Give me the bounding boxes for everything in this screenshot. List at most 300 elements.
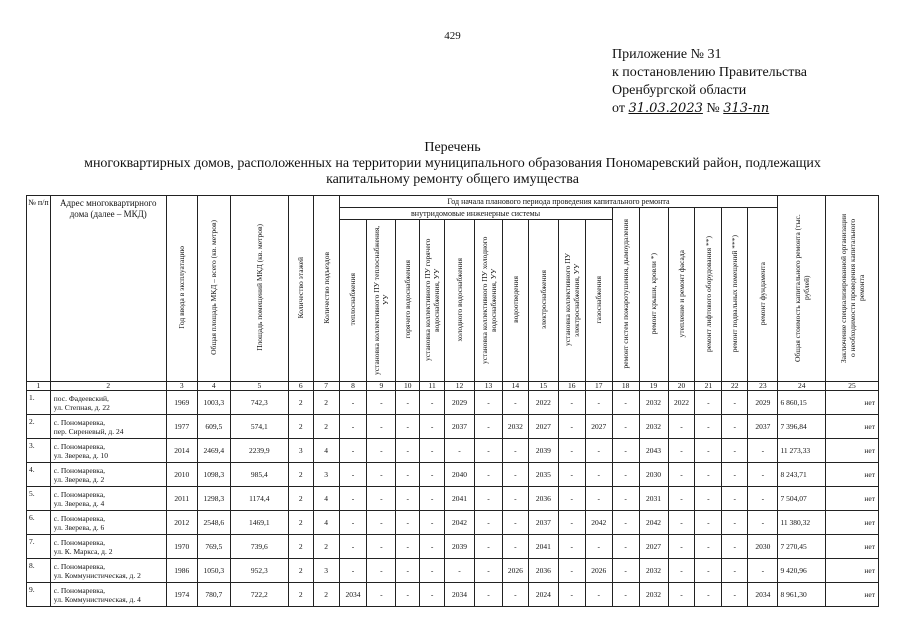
- address-line: ул. Зверева, д. 4: [53, 498, 105, 508]
- cell-c23: 2037: [748, 415, 778, 439]
- cell-c10: -: [396, 583, 420, 607]
- table-row: [27, 415, 879, 439]
- header-c9: установка коллективного ПУ теплоснабжения, УУ: [367, 220, 396, 382]
- cell-ent: 2: [313, 391, 339, 415]
- cell-c9: -: [367, 391, 396, 415]
- cell-floors: 2: [288, 487, 313, 511]
- cell-cost: 11 273,33: [778, 439, 826, 463]
- header-year-built: Год ввода в эксплуатацию: [166, 196, 197, 382]
- cell-year: 2012: [166, 511, 197, 535]
- address-line: ул. Степная, д. 22: [53, 402, 110, 412]
- cell-total: 1003,3: [197, 391, 230, 415]
- cell-c9: -: [367, 511, 396, 535]
- cell-prem: 574,1: [230, 415, 288, 439]
- cell-total: 1298,3: [197, 487, 230, 511]
- table-row: [27, 463, 879, 487]
- cell-c14: 2026: [502, 559, 528, 583]
- cell-c20: -: [668, 439, 695, 463]
- cell-c12: 2029: [445, 391, 475, 415]
- address-line: с. Пономаревка,: [53, 561, 106, 571]
- cell-c19: 2042: [639, 511, 668, 535]
- cell-c11: -: [420, 511, 445, 535]
- address-line: с. Пономаревка,: [53, 441, 106, 451]
- cell-conc: нет: [826, 391, 879, 415]
- cell-c9: -: [367, 559, 396, 583]
- cell-c18: -: [612, 415, 639, 439]
- cell-c15: 2027: [528, 415, 558, 439]
- cell-floors: 2: [288, 559, 313, 583]
- cell-c11: -: [420, 415, 445, 439]
- cell-c21: -: [695, 487, 722, 511]
- cell-floors: 2: [288, 391, 313, 415]
- cell-c17: -: [585, 463, 612, 487]
- cell-c14: 2032: [502, 415, 528, 439]
- cell-prem: 2239,9: [230, 439, 288, 463]
- header-floors: Количество этажей: [288, 196, 313, 382]
- cell-c9: -: [367, 583, 396, 607]
- cell-c16: -: [558, 439, 585, 463]
- appendix-date-line: [612, 100, 807, 118]
- cell-c13: -: [475, 487, 503, 511]
- cell-c18: -: [612, 391, 639, 415]
- column-number: 15: [528, 382, 558, 391]
- cell-c10: -: [396, 415, 420, 439]
- cell-c15: 2041: [528, 535, 558, 559]
- cell-c18: -: [612, 463, 639, 487]
- cell-c11: -: [420, 439, 445, 463]
- column-number: 19: [639, 382, 668, 391]
- cell-c16: -: [558, 511, 585, 535]
- cell-cost: 11 380,32: [778, 511, 826, 535]
- header-c14: водоотведения: [502, 220, 528, 382]
- cell-no: 5.: [27, 487, 51, 511]
- cell-c11: -: [420, 559, 445, 583]
- address-line: с. Пономаревка,: [53, 513, 106, 523]
- cell-c8: 2034: [339, 583, 367, 607]
- cell-ent: 2: [313, 415, 339, 439]
- cell-conc: нет: [826, 583, 879, 607]
- cell-c18: -: [612, 487, 639, 511]
- column-number: 8: [339, 382, 367, 391]
- cell-cost: 9 420,96: [778, 559, 826, 583]
- cell-c14: -: [502, 439, 528, 463]
- cell-c16: -: [558, 583, 585, 607]
- cell-c8: -: [339, 487, 367, 511]
- cell-conc: нет: [826, 535, 879, 559]
- cell-c12: 2039: [445, 535, 475, 559]
- table-row: [27, 559, 879, 583]
- cell-c19: 2030: [639, 463, 668, 487]
- cell-total: 780,7: [197, 583, 230, 607]
- cell-c8: -: [339, 559, 367, 583]
- cell-c11: -: [420, 391, 445, 415]
- cell-c11: -: [420, 535, 445, 559]
- cell-c14: -: [502, 391, 528, 415]
- cell-c12: 2034: [445, 583, 475, 607]
- cell-c21: -: [695, 583, 722, 607]
- cell-c9: -: [367, 415, 396, 439]
- cell-c17: 2026: [585, 559, 612, 583]
- header-c21: ремонт лифтового оборудования **): [695, 208, 722, 382]
- table-row: [27, 511, 879, 535]
- cell-c22: -: [722, 415, 748, 439]
- address-line: с. Пономаревка,: [53, 465, 106, 475]
- cell-c20: -: [668, 583, 695, 607]
- address-line: пос. Фадеевский,: [53, 393, 109, 403]
- header-c8: теплоснабжения: [339, 220, 367, 382]
- cell-cost: 6 860,15: [778, 391, 826, 415]
- header-total-area: Общая площадь МКД – всего (кв. метров): [197, 196, 230, 382]
- header-internal-systems: внутридомовые инженерные системы: [339, 208, 612, 220]
- cell-c17: -: [585, 391, 612, 415]
- cell-c17: 2027: [585, 415, 612, 439]
- appendix-line-2: к постановлению Правительства: [612, 65, 808, 80]
- address-line: ул. Коммунистическая, д. 2: [53, 570, 141, 580]
- cell-no: 2.: [27, 415, 51, 439]
- cell-prem: 952,3: [230, 559, 288, 583]
- cell-c23: -: [748, 487, 778, 511]
- cell-total: 769,5: [197, 535, 230, 559]
- cell-no: 3.: [27, 439, 51, 463]
- cell-c17: -: [585, 487, 612, 511]
- cell-c19: 2032: [639, 391, 668, 415]
- cell-c9: -: [367, 487, 396, 511]
- column-number: 16: [558, 382, 585, 391]
- cell-c21: -: [695, 415, 722, 439]
- cell-cost: 8 243,71: [778, 463, 826, 487]
- cell-year: 2010: [166, 463, 197, 487]
- cell-c13: -: [475, 583, 503, 607]
- column-number: 9: [367, 382, 396, 391]
- cell-no: 4.: [27, 463, 51, 487]
- cell-cost: 7 504,07: [778, 487, 826, 511]
- table-row: [27, 487, 879, 511]
- cell-total: 1050,3: [197, 559, 230, 583]
- cell-c8: -: [339, 535, 367, 559]
- cell-no: 9.: [27, 583, 51, 607]
- column-number: 2: [50, 382, 166, 391]
- cell-total: 1098,3: [197, 463, 230, 487]
- cell-c8: -: [339, 463, 367, 487]
- column-number: 20: [668, 382, 695, 391]
- cell-c12: -: [445, 559, 475, 583]
- cell-c12: 2040: [445, 463, 475, 487]
- cell-c19: 2043: [639, 439, 668, 463]
- cell-c8: -: [339, 439, 367, 463]
- cell-c20: -: [668, 463, 695, 487]
- cell-no: 7.: [27, 535, 51, 559]
- cell-c19: 2032: [639, 583, 668, 607]
- column-number: 22: [722, 382, 748, 391]
- header-total-cost: Общая стоимость капитального ремонта (тыс. рублей): [778, 196, 826, 382]
- table-row: [27, 391, 879, 415]
- cell-c16: -: [558, 535, 585, 559]
- cell-ent: 4: [313, 487, 339, 511]
- cell-c23: -: [748, 559, 778, 583]
- cell-address: [50, 463, 166, 487]
- column-number: 1: [27, 382, 51, 391]
- cell-c14: -: [502, 511, 528, 535]
- cell-c20: -: [668, 559, 695, 583]
- header-c12: холодного водоснабжения: [445, 220, 475, 382]
- column-number: 4: [197, 382, 230, 391]
- cell-c20: -: [668, 511, 695, 535]
- title-line-2: многоквартирных домов, расположенных на территории муниципального образования Пономаревский район, подлежащих: [84, 156, 821, 171]
- cell-c15: 2036: [528, 559, 558, 583]
- header-premises-area: Площадь помещений МКД (кв. метров): [230, 196, 288, 382]
- cell-c19: 2027: [639, 535, 668, 559]
- address-line: ул. Коммунистическая, д. 4: [53, 594, 141, 604]
- cell-c10: -: [396, 463, 420, 487]
- address-line: с. Пономаревка,: [53, 489, 106, 499]
- cell-total: 609,5: [197, 415, 230, 439]
- column-number: 3: [166, 382, 197, 391]
- cell-year: 1969: [166, 391, 197, 415]
- cell-year: 1977: [166, 415, 197, 439]
- cell-ent: 2: [313, 535, 339, 559]
- cell-c11: -: [420, 487, 445, 511]
- number-label: №: [706, 101, 720, 116]
- header-address: Адрес многоквартирного дома (далее – МКД): [50, 196, 166, 382]
- header-c13: установка коллективного ПУ холодного водоснабжения, УУ: [475, 220, 503, 382]
- cell-ent: 4: [313, 511, 339, 535]
- cell-year: 1970: [166, 535, 197, 559]
- header-c20: утепление и ремонт фасада: [668, 208, 695, 382]
- address-line: ул. Зверева, д. 2: [53, 474, 105, 484]
- cell-prem: 1174,4: [230, 487, 288, 511]
- header-conclusion: Заключение специализированной организации о необходимости проведения капитального ремонта: [826, 196, 879, 382]
- column-number-row: [27, 382, 879, 391]
- cell-conc: нет: [826, 559, 879, 583]
- cell-c15: 2022: [528, 391, 558, 415]
- cell-address: [50, 391, 166, 415]
- cell-no: 8.: [27, 559, 51, 583]
- cell-address: [50, 415, 166, 439]
- title-line-1: Перечень: [424, 140, 481, 155]
- cell-total: 2548,6: [197, 511, 230, 535]
- cell-prem: 722,2: [230, 583, 288, 607]
- column-number: 23: [748, 382, 778, 391]
- column-number: 7: [313, 382, 339, 391]
- cell-c12: 2037: [445, 415, 475, 439]
- cell-c14: -: [502, 487, 528, 511]
- cell-c16: -: [558, 415, 585, 439]
- cell-floors: 2: [288, 415, 313, 439]
- address-line: ул. Зверева, д. 10: [53, 450, 108, 460]
- cell-floors: 2: [288, 583, 313, 607]
- cell-c18: -: [612, 535, 639, 559]
- cell-conc: нет: [826, 463, 879, 487]
- cell-c17: 2042: [585, 511, 612, 535]
- column-number: 12: [445, 382, 475, 391]
- cell-c19: 2032: [639, 415, 668, 439]
- cell-c13: -: [475, 415, 503, 439]
- cell-year: 2014: [166, 439, 197, 463]
- cell-c20: -: [668, 415, 695, 439]
- cell-c16: -: [558, 463, 585, 487]
- cell-c23: 2030: [748, 535, 778, 559]
- page-number: 429: [444, 30, 461, 42]
- cell-ent: 4: [313, 439, 339, 463]
- table-row: [27, 583, 879, 607]
- cell-c21: -: [695, 559, 722, 583]
- header-no: № п/п: [27, 196, 51, 382]
- cell-c11: -: [420, 463, 445, 487]
- cell-c13: -: [475, 391, 503, 415]
- cell-c9: -: [367, 463, 396, 487]
- handwritten-number: 313-пп: [723, 101, 770, 116]
- cell-c21: -: [695, 391, 722, 415]
- header-c11: установка коллективного ПУ горячего водоснабжения, УУ: [420, 220, 445, 382]
- cell-c15: 2036: [528, 487, 558, 511]
- table-body: [27, 391, 879, 607]
- column-number: 25: [826, 382, 879, 391]
- cell-prem: 739,6: [230, 535, 288, 559]
- cell-address: [50, 535, 166, 559]
- header-period-group: Год начала планового периода проведения капитального ремонта: [339, 196, 778, 208]
- cell-c20: 2022: [668, 391, 695, 415]
- cell-c12: 2042: [445, 511, 475, 535]
- column-number: 18: [612, 382, 639, 391]
- header-c18: ремонт систем пожаротушения, дымоудаления: [612, 208, 639, 382]
- cell-address: [50, 559, 166, 583]
- cell-c17: -: [585, 583, 612, 607]
- cell-year: 1986: [166, 559, 197, 583]
- column-number: 11: [420, 382, 445, 391]
- cell-c10: -: [396, 391, 420, 415]
- column-number: 5: [230, 382, 288, 391]
- cell-no: 1.: [27, 391, 51, 415]
- header-c15: электроснабжения: [528, 220, 558, 382]
- cell-c10: -: [396, 559, 420, 583]
- cell-c10: -: [396, 487, 420, 511]
- appendix-block: [612, 46, 807, 118]
- cell-address: [50, 511, 166, 535]
- cell-c20: -: [668, 535, 695, 559]
- column-number: 13: [475, 382, 503, 391]
- address-line: с. Пономаревка,: [53, 585, 106, 595]
- cell-c10: -: [396, 535, 420, 559]
- cell-c8: -: [339, 415, 367, 439]
- cell-c17: -: [585, 439, 612, 463]
- address-line: ул. Зверева, д. 6: [53, 522, 105, 532]
- cell-c16: -: [558, 487, 585, 511]
- cell-c16: -: [558, 391, 585, 415]
- handwritten-date: 31.03.2023: [628, 101, 703, 116]
- cell-ent: 2: [313, 583, 339, 607]
- column-number: 24: [778, 382, 826, 391]
- table-row: [27, 535, 879, 559]
- cell-c11: -: [420, 583, 445, 607]
- cell-c15: 2035: [528, 463, 558, 487]
- cell-c21: -: [695, 511, 722, 535]
- appendix-line-3: Оренбургской области: [612, 83, 747, 98]
- cell-c23: -: [748, 439, 778, 463]
- appendix-line-1: Приложение № 31: [612, 47, 722, 62]
- cell-conc: нет: [826, 439, 879, 463]
- cell-conc: нет: [826, 415, 879, 439]
- cell-c14: -: [502, 463, 528, 487]
- cell-c15: 2037: [528, 511, 558, 535]
- cell-address: [50, 583, 166, 607]
- cell-year: 1974: [166, 583, 197, 607]
- cell-address: [50, 439, 166, 463]
- cell-year: 2011: [166, 487, 197, 511]
- cell-c22: -: [722, 439, 748, 463]
- cell-c12: -: [445, 439, 475, 463]
- cell-c10: -: [396, 511, 420, 535]
- from-label: от: [612, 101, 625, 116]
- header-c17: газоснабжения: [585, 220, 612, 382]
- cell-c23: -: [748, 463, 778, 487]
- header-entrances: Количество подъездов: [313, 196, 339, 382]
- cell-c18: -: [612, 511, 639, 535]
- cell-c23: -: [748, 511, 778, 535]
- buildings-table: [26, 195, 879, 607]
- column-number: 6: [288, 382, 313, 391]
- cell-c22: -: [722, 583, 748, 607]
- cell-c8: -: [339, 391, 367, 415]
- cell-ent: 3: [313, 559, 339, 583]
- cell-c9: -: [367, 535, 396, 559]
- cell-c13: -: [475, 439, 503, 463]
- header-c19: ремонт крыши, кровли *): [639, 208, 668, 382]
- header-c23: ремонт фундамента: [748, 208, 778, 382]
- cell-c10: -: [396, 439, 420, 463]
- cell-c22: -: [722, 463, 748, 487]
- cell-floors: 2: [288, 511, 313, 535]
- cell-c21: -: [695, 439, 722, 463]
- cell-c19: 2031: [639, 487, 668, 511]
- cell-ent: 3: [313, 463, 339, 487]
- cell-c19: 2032: [639, 559, 668, 583]
- column-number: 21: [695, 382, 722, 391]
- cell-c22: -: [722, 559, 748, 583]
- cell-conc: нет: [826, 511, 879, 535]
- cell-c22: -: [722, 391, 748, 415]
- cell-c8: -: [339, 511, 367, 535]
- cell-c23: 2034: [748, 583, 778, 607]
- cell-c22: -: [722, 511, 748, 535]
- cell-floors: 3: [288, 439, 313, 463]
- table-row: [27, 439, 879, 463]
- cell-prem: 1469,1: [230, 511, 288, 535]
- cell-c9: -: [367, 439, 396, 463]
- cell-c13: -: [475, 559, 503, 583]
- column-number: 17: [585, 382, 612, 391]
- header-c10: горячего водоснабжения: [396, 220, 420, 382]
- document-title: [0, 140, 905, 188]
- cell-c22: -: [722, 487, 748, 511]
- cell-address: [50, 487, 166, 511]
- address-line: с. Пономаревка,: [53, 537, 106, 547]
- cell-cost: 7 270,45: [778, 535, 826, 559]
- column-number: 10: [396, 382, 420, 391]
- header-c16: установка коллективного ПУ электроснабжения, УУ: [558, 220, 585, 382]
- cell-c23: 2029: [748, 391, 778, 415]
- cell-c15: 2024: [528, 583, 558, 607]
- cell-floors: 2: [288, 463, 313, 487]
- title-line-3: капитальному ремонту общего имущества: [326, 172, 579, 187]
- cell-c17: -: [585, 535, 612, 559]
- cell-c22: -: [722, 535, 748, 559]
- address-line: ул. К. Маркса, д. 2: [53, 546, 113, 556]
- cell-conc: нет: [826, 487, 879, 511]
- cell-cost: 8 961,30: [778, 583, 826, 607]
- cell-c21: -: [695, 535, 722, 559]
- cell-c14: -: [502, 583, 528, 607]
- cell-prem: 985,4: [230, 463, 288, 487]
